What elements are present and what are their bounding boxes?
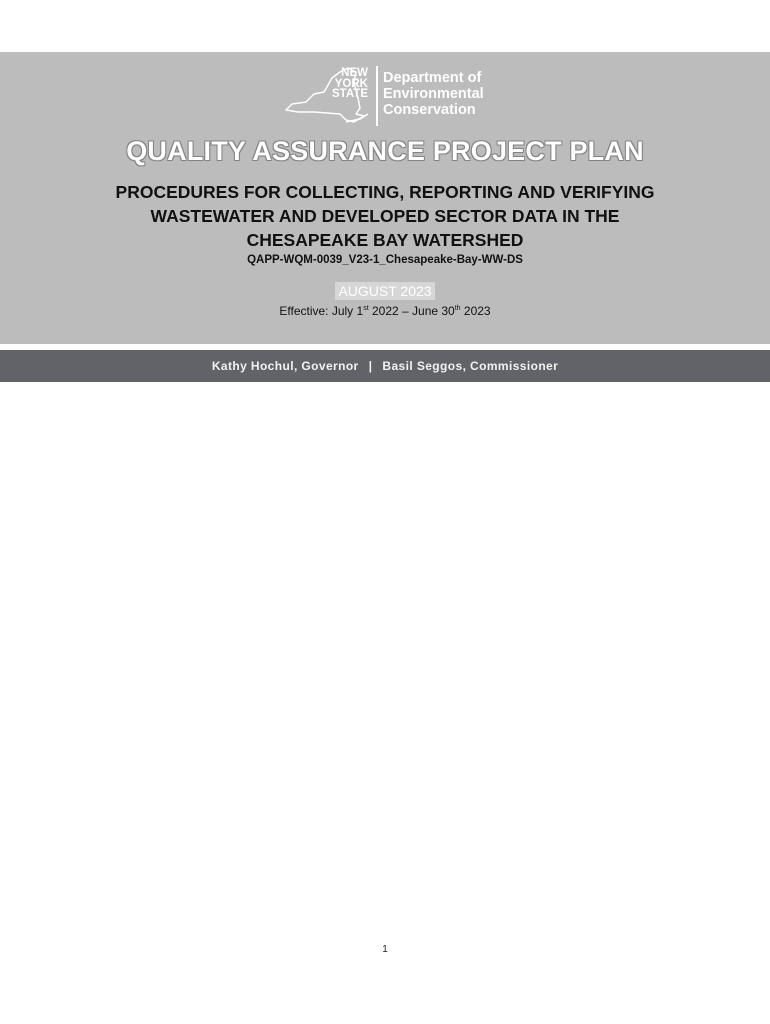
leadership-separator: | — [368, 359, 373, 373]
leadership-bar — [0, 350, 770, 382]
document-code: QAPP-WQM-0039_V23-1_Chesapeake-Bay-WW-DS — [247, 254, 523, 266]
document-date: AUGUST 2023 — [335, 282, 434, 300]
effective-prefix: Effective: July 1 — [279, 304, 364, 318]
logo-word-new: NEW — [341, 67, 368, 79]
logo-word-york: YORK — [334, 77, 368, 90]
document-subtitle — [60, 180, 710, 252]
dept-wordmark — [383, 70, 484, 118]
date-wrap — [0, 282, 770, 301]
effective-suffix: 2023 — [460, 304, 491, 318]
governor-name: Kathy Hochul, Governor — [211, 359, 359, 373]
dept-line-3: Conservation — [383, 102, 476, 118]
effective-sup-2: th — [454, 305, 461, 312]
logo-divider — [376, 66, 378, 126]
subtitle-line-2: WASTEWATER AND DEVELOPED SECTOR DATA IN THE — [150, 206, 620, 226]
nys-dec-logo — [284, 64, 494, 128]
dept-line-1: Department of — [383, 70, 482, 86]
logo-word-state: STATE — [332, 88, 368, 100]
effective-sup-1: st — [363, 305, 369, 312]
commissioner-name: Basil Seggos, Commissioner — [382, 359, 559, 373]
effective-dates — [0, 304, 770, 318]
document-title: QUALITY ASSURANCE PROJECT PLAN — [126, 136, 644, 166]
page-number: 1 — [382, 944, 388, 955]
dept-line-2: Environmental — [383, 86, 484, 102]
subtitle-line-3: CHESAPEAKE BAY WATERSHED — [246, 230, 524, 250]
nys-wordmark — [332, 68, 368, 100]
effective-middle: 2022 – June 30 — [368, 304, 455, 318]
subtitle-line-1: PROCEDURES FOR COLLECTING, REPORTING AND VERIFYING — [115, 182, 655, 202]
